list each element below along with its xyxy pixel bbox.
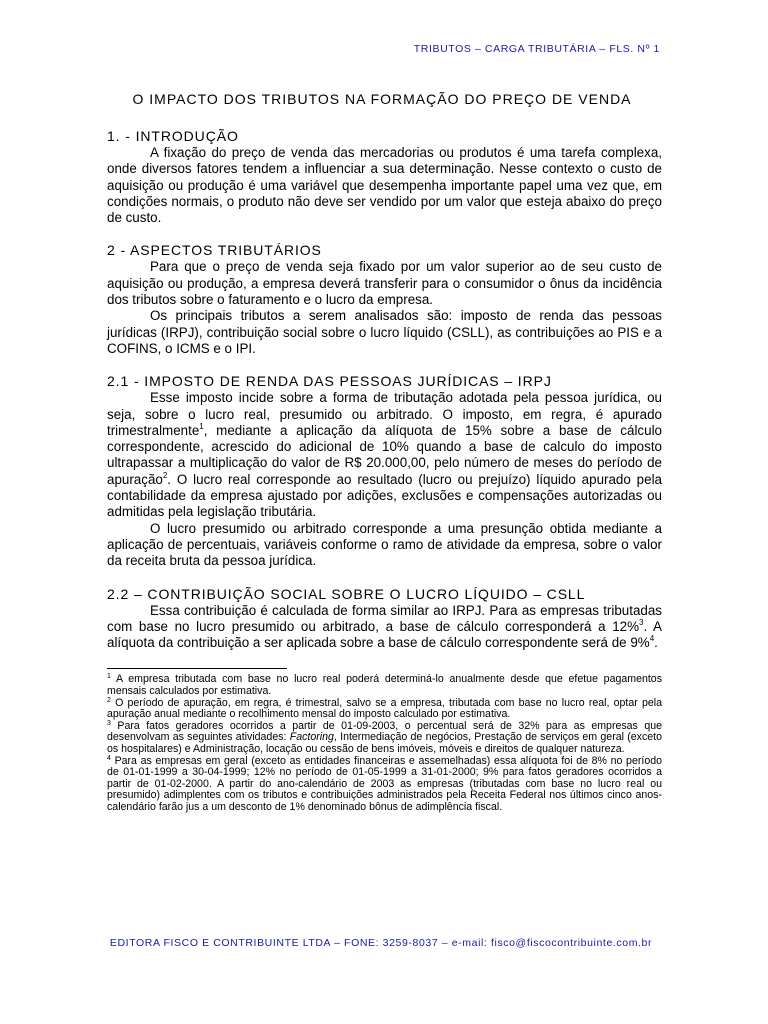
running-header: TRIBUTOS – CARGA TRIBUTÁRIA – FLS. Nº 1 bbox=[413, 43, 660, 55]
footnote-3: $^3$ Para fatos geradores ocorridos a partir de 01-09-2003, o percentual será de 32% para as empresas que desenvolvam as seguintes atividades: Factoring, Intermediação de negócios, Prestação de serviços em geral (exceto os hospitalares) e Administração, locação ou cessão de bens imóveis, móveis e direitos de qualquer natureza. bbox=[107, 719, 662, 755]
footnote-4: $^4$ Para as empresas em geral (exceto as entidades financeiras e assemelhadas) essa alíquota foi de 8% no período de 01-01-1999 a 30-04-1999; 12% no período de 01-05-1999 a 31-01-2000; 9% para fatos geradores ocorridos a partir de 01-02-2000. A partir do ano-calendário de 2003 as empresas (tributadas com base no lucro real ou presumido) adimplentes com os tributos e contribuições administrados pela Receita Federal nos últimos cinco anos-calendário farão jus a um desconto de 1% denominado bônus de adimplência fiscal. bbox=[107, 754, 662, 813]
paragraph: O lucro presumido ou arbitrado corresponde a uma presunção obtida mediante a aplicação de percentuais, variáveis conforme o ramo de atividade da empresa, sobre o valor da receita bruta da pessoa jurídica. bbox=[107, 520, 662, 569]
document-title: O IMPACTO DOS TRIBUTOS NA FORMAÇÃO DO PREÇO DE VENDA bbox=[132, 91, 632, 107]
footnote-divider bbox=[107, 668, 287, 669]
footnote-ref: 1 bbox=[199, 421, 204, 431]
section-heading-aspectos: 2 - ASPECTOS TRIBUTÁRIOS bbox=[107, 242, 322, 259]
footnote-ref: 2 bbox=[162, 470, 168, 480]
paragraph: Essa contribuição é calculada de forma similar ao IRPJ. Para as empresas tributadas com base no lucro presumido ou arbitrado, a base de cálculo corresponderá a 12%$^3$. A alíquota da contribuição a ser aplicada sobre a base de cálculo correspondente será de 9%$^4$. bbox=[107, 602, 662, 651]
section-heading-introducao: 1. - INTRODUÇÃO bbox=[107, 128, 239, 144]
page-footer: EDITORA FISCO E CONTRIBUINTE LTDA – FONE: 3259-8037 – e-mail: fisco@fiscocontribuinte.com.br bbox=[109, 937, 653, 949]
footnote-2: $^2$ O período de apuração, em regra, é trimestral, salvo se a empresa, tributada com base no lucro real, optar pela apuração anual mediante o recolhimento mensal do imposto calculado por estimativa. bbox=[107, 696, 662, 721]
footnote-1: $^1$ A empresa tributada com base no lucro real poderá determiná-lo anualmente desde que efetue pagamentos mensais calculados por estimativa. bbox=[107, 673, 662, 698]
footnote-ref: 3 bbox=[639, 617, 644, 627]
document-body bbox=[107, 128, 662, 814]
section-heading-irpj: 2.1 - IMPOSTO DE RENDA DAS PESSOAS JURÍDICAS – IRPJ bbox=[107, 373, 552, 390]
paragraph: Para que o preço de venda seja fixado por um valor superior ao de seu custo de aquisição ou produção, a empresa deverá transferir para o consumidor o ônus da incidência dos tributos sobre o faturamento e o lucro da empresa. bbox=[107, 259, 662, 308]
paragraph: Esse imposto incide sobre a forma de tributação adotada pela pessoa jurídica, ou seja, sobre o lucro real, presumido ou arbitrado. O imposto, em regra, é apurado trimestralmente$^1$, mediante a aplicação da alíquota de 15% sobre a base de cálculo correspondente, acrescido do adicional de 10% quando a base de calculo do imposto ultrapassar a multiplicação do valor de R$ 20.000,00, pelo número de meses do período de apuração$^2$. O lucro real corresponde ao resultado (lucro ou prejuízo) líquido apurado pela contabilidade da empresa ajustado por adições, exclusões e compensações autorizadas ou admitidas pela legislação tributária. bbox=[107, 390, 662, 520]
footnote-ref: 4 bbox=[649, 634, 655, 644]
paragraph: Os principais tributos a serem analisados são: imposto de renda das pessoas jurídicas (IRPJ), contribuição social sobre o lucro líquido (CSLL), as contribuições ao PIS e a COFINS, o ICMS e o IPI. bbox=[107, 308, 662, 356]
section-heading-csll: 2.2 – CONTRIBUIÇÃO SOCIAL SOBRE O LUCRO LÍQUIDO – CSLL bbox=[107, 585, 586, 602]
paragraph: A fixação do preço de venda das mercadorias ou produtos é uma tarefa complexa, onde diversos fatores tendem a influenciar a sua determinação. Nesse contexto o custo de aquisição ou produção é uma variável que desempenha importante papel uma vez que, em condições normais, o produto não deve ser vendido por um valor que esteja abaixo do preço de custo. bbox=[107, 145, 662, 226]
